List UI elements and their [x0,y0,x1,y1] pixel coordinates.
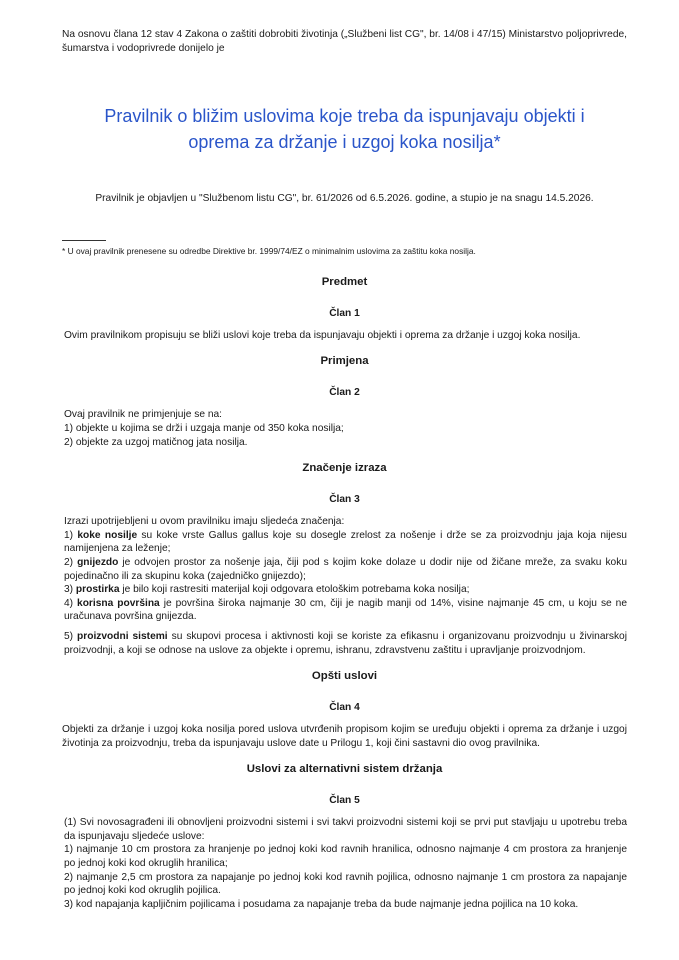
item-number: 5) [64,630,74,642]
article-4-text: Objekti za držanje i uzgoj koka nosilja pored uslova utvrđenih propisom kojim se uređuju objekti i oprema za držanje i uzgoj životinja za proizvodnju, treba da ispunjavaju uslove date u Prilogu 1, koji čini sastavni dio ovog pravilnika. [62,724,627,749]
publication-note: Pravilnik je objavljen u "Službenom listu CG", br. 61/2026 od 6.5.2026. godine, a stupio je na snagu 14.5.2026. [95,193,594,205]
defined-term: proizvodni sistemi [77,630,168,642]
defined-term: prostirka [75,584,120,596]
article-5-body [62,816,627,911]
article-2-body [62,408,627,449]
article-3-item-3 [62,583,627,597]
article-2-item-1: 1) objekte u kojima se drži i uzgaja manje od 350 koka nosilja; [64,422,344,434]
intro-paragraph: Na osnovu člana 12 stav 4 Zakona o zaštiti dobrobiti životinja („Službeni list CG", br. 14/08 i 47/15) Ministarstvo poljoprivrede, šumarstva i vodoprivrede donijelo je [62,29,627,54]
defined-term: gnijezdo [77,556,119,568]
article-2-item-2: 2) objekte za uzgoj matičnog jata nosilja. [64,436,248,448]
term-definition: su skupovi procesa i aktivnosti koji se koriste za efikasnu i organizovanu proizvodnju u živinarskoj proizvodnji, a koji se odnose na uslove za objekte i opremu, ishranu, zdravstvenu zaštitu i upravljanje proizvodnjom. [64,630,627,656]
section-heading-primjena: Primjena [320,355,369,368]
defined-term: koke nosilje [77,529,138,541]
article-1-text: Ovim pravilnikom propisuju se bliži uslovi koje treba da ispunjavaju objekti i oprema za držanje i uzgoj koka nosilja. [64,329,581,341]
article-3-body [62,515,627,657]
item-number: 4) [64,597,74,609]
title-line-1: Pravilnik o bližim uslovima koje treba da ispunjavaju objekti i [104,106,585,127]
article-1-label: Član 1 [329,307,360,319]
article-5-item-1: 1) najmanje 10 cm prostora za hranjenje po jednoj koki kod ravnih hranilica, odnosno najmanje 4 cm prostora za hranjenje po jednoj koki kod okruglih hranilica; [64,844,627,870]
term-definition: je odvojen prostor za nošenje jaja, čiji pod s kojim koke dolaze u dodir nije od žičane mreže, za svaku koku pojedinačno ili za skupinu koka (zajedničko gnijezdo); [64,556,627,582]
article-3-label: Član 3 [329,494,360,506]
term-definition: je površina široka najmanje 30 cm, čiji je nagib manji od 14%, visine najmanje 45 cm, u koju se ne uračunava površina gnijezda. [64,597,628,623]
section-heading-alternativni-sistem: Uslovi za alternativni sistem držanja [246,763,443,776]
article-4-label: Član 4 [329,702,360,714]
article-3-item-4 [62,597,627,624]
article-5-label: Član 5 [329,795,360,807]
article-3-lead: Izrazi upotrijebljeni u ovom pravilniku imaju sljedeća značenja: [64,516,345,528]
title-line-2: oprema za držanje i uzgoj koka nosilja* [188,132,501,153]
article-5-item-2: 2) najmanje 2,5 cm prostora za napajanje po jednoj koki kod ravnih pojilica, odnosno najmanje 1 cm prostora za napajanje po jednoj koki kod okruglih pojilica. [64,871,627,897]
section-heading-znacenje-izraza: Značenje izraza [302,462,387,475]
article-3-item-5 [62,630,627,657]
footnote: * U ovaj pravilnik prenesene su odredbe Direktive br. 1999/74/EZ o minimalnim uslovima za zaštitu koka nosilja. [62,245,476,256]
document-title [62,103,627,155]
article-5-para-1: (1) Svi novosagrađeni ili obnovljeni proizvodni sistemi i svi takvi proizvodni sistemi koji se prvi put stavljaju u upotrebu treba da ispunjavaju sljedeće uslove: [64,817,627,842]
section-heading-predmet: Predmet [321,275,368,288]
section-heading-opsti-uslovi: Opšti uslovi [311,670,378,683]
item-number: 3) [64,584,74,596]
article-3-item-2 [62,556,627,583]
item-number: 2) [64,556,74,568]
article-2-lead: Ovaj pravilnik ne primjenjuje se na: [64,409,222,421]
term-definition: su koke vrste Gallus gallus koje su dosegle zrelost za nošenje i drže se za proizvodnju jaja koja nijesu namijenjena za leženje; [64,529,627,555]
footnote-divider [62,240,106,241]
article-2-label: Član 2 [329,387,360,399]
defined-term: korisna površina [77,597,160,609]
article-5-item-3: 3) kod napajanja kapljičnim pojilicama i posudama za napajanje treba da bude najmanje jedna pojilica na 10 koka. [64,898,579,910]
term-definition: je bilo koji rastresiti materijal koji odgovara etološkim potrebama koka nosilja; [119,584,470,596]
article-3-item-1 [62,529,627,556]
item-number: 1) [64,529,74,541]
